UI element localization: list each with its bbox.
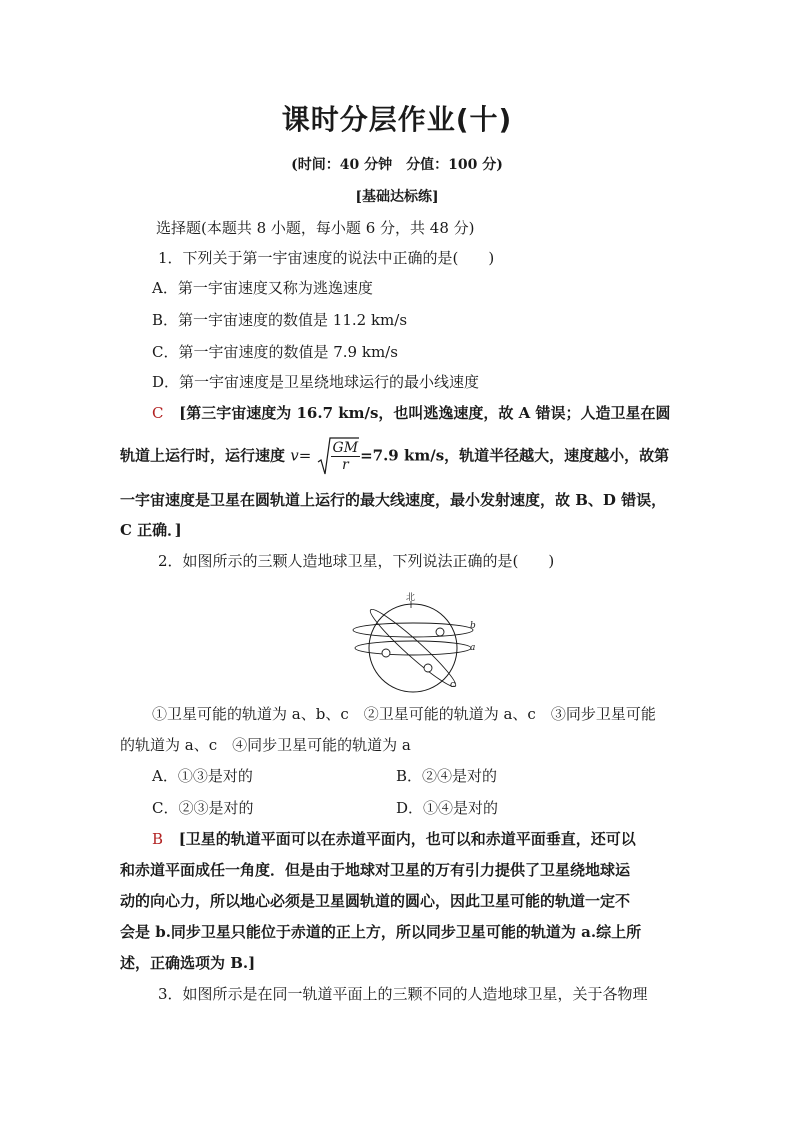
figure-label-c: c — [450, 680, 456, 690]
question-2-stem: 2．如图所示的三颗人造地球卫星，下列说法正确的是( ) — [158, 552, 555, 570]
satellite-c — [424, 664, 432, 672]
figure-label-b: b — [470, 621, 476, 631]
question-1-answer-text-2a: 轨道上运行时，运行速度 — [120, 446, 286, 465]
question-1-answer-letter: C — [152, 404, 164, 422]
question-2-answer-line-4: 会是 b.同步卫星只能位于赤道的正上方，所以同步卫星可能的轨道为 a.综上所 — [120, 923, 642, 941]
question-1-answer-text-1: [第三宇宙速度为 16.7 km/s，也叫逃逸速度，故 A 错误；人造卫星在圆 — [179, 404, 671, 422]
question-2-answer-line-3: 动的向心力，所以地心必须是卫星圆轨道的圆心，因此卫星可能的轨道一定不 — [120, 892, 631, 910]
question-1-answer-line-2 — [120, 440, 669, 473]
question-2-answer-line-1 — [152, 829, 636, 849]
question-2-answer-line-5: 述，正确选项为 B.] — [120, 954, 256, 972]
orbit-c — [365, 604, 460, 692]
question-1-answer-text-2b: =7.9 km/s，轨道半径越大，速度越小，故第 — [360, 446, 670, 465]
question-2-answer-letter: B — [152, 830, 164, 848]
question-2-answer-line-2: 和赤道平面成任一角度．但是由于地球对卫星的万有引力提供了卫星绕地球运 — [120, 861, 631, 879]
question-2-statements-line-1: ①卫星可能的轨道为 a、b、c ②卫星可能的轨道为 a、c ③同步卫星可能 — [152, 705, 656, 723]
question-1-option-b: B．第一宇宙速度的数值是 11.2 km/s — [152, 311, 408, 329]
fraction-numerator: GM — [332, 440, 359, 456]
page-title: 课时分层作业(十) — [281, 103, 513, 136]
question-1-stem: 1．下列关于第一宇宙速度的说法中正确的是( ) — [158, 249, 495, 267]
question-2-option-b: B．②④是对的 — [396, 767, 498, 785]
question-1-answer-line-3: 一宇宙速度是卫星在圆轨道上运行的最大线速度，最小发射速度，故 B、D 错误， — [120, 491, 667, 509]
equals-sign: = — [298, 446, 312, 465]
fraction-denominator: r — [341, 457, 349, 473]
orbit-a — [355, 641, 471, 655]
question-2-answer-text-1: [卫星的轨道平面可以在赤道平面内，也可以和赤道平面垂直，还可以 — [178, 830, 636, 848]
question-1-option-c: C．第一宇宙速度的数值是 7.9 km/s — [152, 343, 398, 361]
sqrt-radical-icon — [317, 436, 359, 478]
question-2-option-a: A．①③是对的 — [152, 767, 253, 785]
question-1-answer-line-4: C 正确．] — [120, 521, 182, 539]
question-2-option-c: C．②③是对的 — [152, 799, 254, 817]
question-1-option-d: D．第一宇宙速度是卫星绕地球运行的最小线速度 — [152, 373, 480, 391]
velocity-symbol: v — [290, 446, 299, 465]
satellite-orbits-figure — [346, 590, 486, 696]
question-2-option-d: D．①④是对的 — [396, 799, 499, 817]
question-1-answer-line-1 — [152, 403, 671, 423]
section-intro: 选择题(本题共 8 小题，每小题 6 分，共 48 分) — [156, 219, 475, 237]
figure-label-a: a — [470, 643, 476, 653]
question-2-statements-line-2: 的轨道为 a、c ④同步卫星可能的轨道为 a — [120, 736, 411, 754]
section-heading: [基础达标练] — [355, 189, 439, 205]
orbit-b — [353, 623, 473, 637]
time-score-info: (时间：40 分钟 分值：100 分) — [291, 157, 503, 173]
satellite-b — [436, 628, 444, 636]
figure-north-label: 北 — [406, 593, 416, 603]
earth-circle — [369, 604, 457, 692]
question-1-option-a: A．第一宇宙速度又称为逃逸速度 — [152, 279, 373, 297]
sqrt-expression — [317, 440, 361, 473]
question-3-stem: 3．如图所示是在同一轨道平面上的三颗不同的人造地球卫星，关于各物理 — [158, 985, 648, 1003]
satellite-a — [382, 649, 390, 657]
